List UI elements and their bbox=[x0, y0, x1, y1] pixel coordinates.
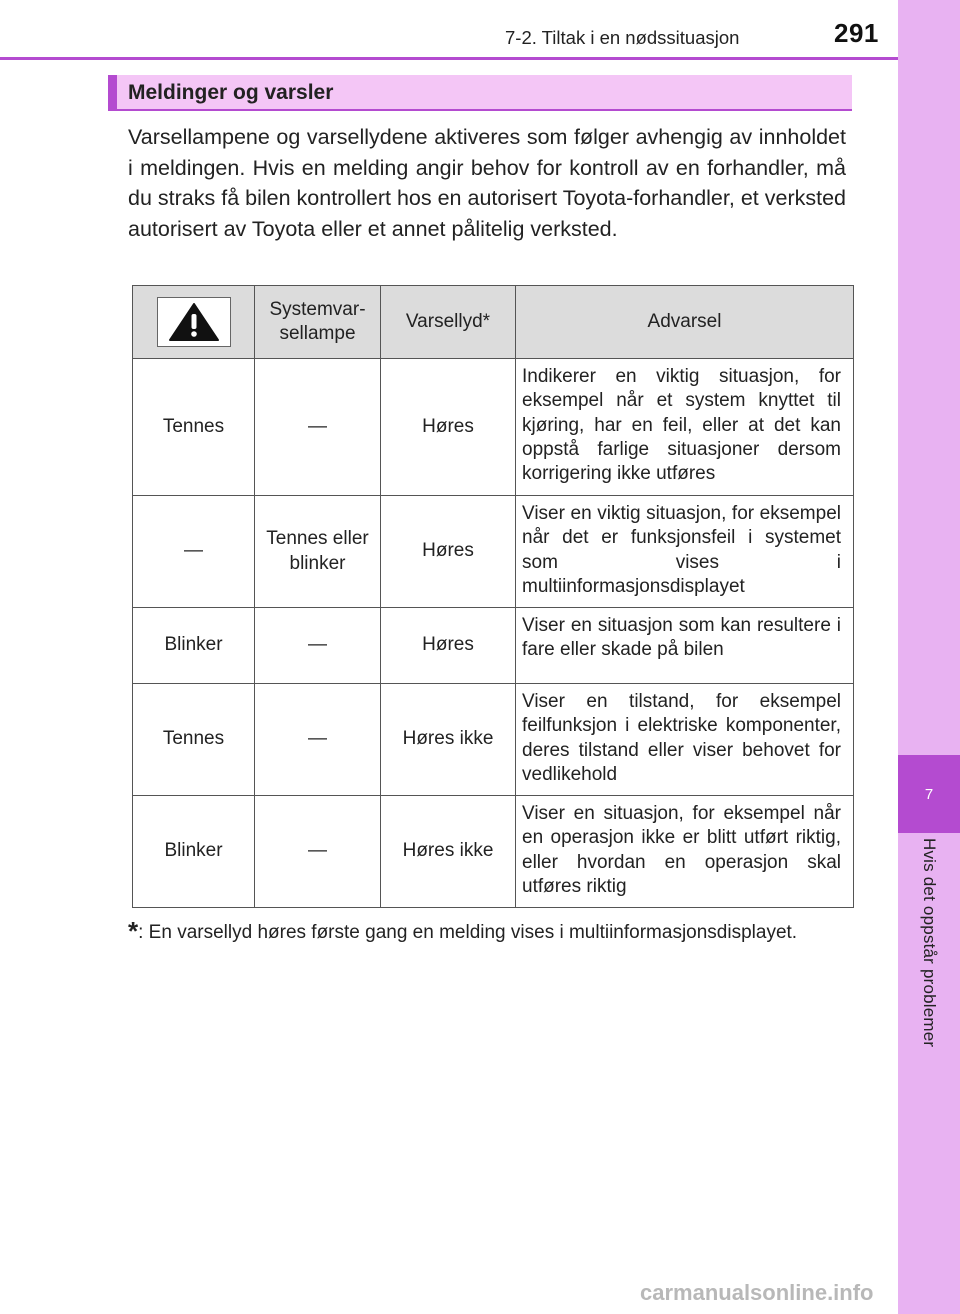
header-icon-cell bbox=[133, 286, 255, 359]
watermark: carmanualsonline.info bbox=[640, 1280, 874, 1305]
cell-system-lamp: — bbox=[255, 684, 381, 796]
intro-paragraph: Varsellampene og varsellydene aktiveres som følger avhengig av innholdet i meldingen. Hvis en melding angir behov for kontroll av en forhandler, må du straks få bilen kontrollert hos en autorisert Toyota-forhandler, et verksted autorisert av Toyota eller et annet pålitelig verksted. bbox=[128, 125, 846, 241]
warning-triangle-icon bbox=[157, 297, 231, 347]
cell-sound: Høres bbox=[381, 608, 516, 684]
cell-icon-lamp: Blinker bbox=[133, 608, 255, 684]
cell-warning: Viser en situasjon, for eksempel når en operasjon ikke er blitt utført riktig, eller hvordan en operasjon skal utføres riktig bbox=[516, 796, 854, 908]
table-row bbox=[133, 796, 854, 908]
cell-sound: Høres bbox=[381, 496, 516, 608]
cell-sound: Høres bbox=[381, 359, 516, 496]
chapter-number: 7 bbox=[898, 755, 960, 833]
chapter-title: Hvis det oppstår problemer bbox=[920, 838, 939, 1048]
header-section-title: 7-2. Tiltak i en nødssituasjon bbox=[505, 27, 740, 48]
footnote-marker: * bbox=[128, 916, 139, 946]
cell-icon-lamp: — bbox=[133, 496, 255, 608]
header-rule bbox=[0, 57, 898, 60]
cell-sound: Høres ikke bbox=[381, 796, 516, 908]
table-row bbox=[133, 684, 854, 796]
cell-system-lamp: — bbox=[255, 608, 381, 684]
warning-table bbox=[132, 285, 854, 908]
cell-icon-lamp: Tennes bbox=[133, 684, 255, 796]
table-row bbox=[133, 496, 854, 608]
cell-icon-lamp: Blinker bbox=[133, 796, 255, 908]
table-header-row bbox=[133, 286, 854, 359]
section-heading: Meldinger og varsler bbox=[128, 81, 334, 104]
footnote-text: : En varsellyd høres første gang en melding vises i multiinformasjonsdisplayet. bbox=[138, 922, 798, 943]
header-sound: Varsellyd* bbox=[381, 286, 516, 359]
cell-system-lamp: — bbox=[255, 796, 381, 908]
page-number: 291 bbox=[834, 18, 879, 48]
cell-sound: Høres ikke bbox=[381, 684, 516, 796]
cell-warning: Viser en tilstand, for eksempel feilfunksjon i elektriske komponenter, deres tilstand eller viser behovet for vedlikehold bbox=[516, 684, 854, 796]
header-system-lamp: Systemvar-sellampe bbox=[255, 286, 381, 359]
table-row bbox=[133, 608, 854, 684]
footnote bbox=[128, 918, 846, 946]
header-warning: Advarsel bbox=[516, 286, 854, 359]
table-row bbox=[133, 359, 854, 496]
cell-warning: Viser en viktig situasjon, for eksempel når det er funksjonsfeil i systemet som vises i multiinformasjonsdisplayet bbox=[516, 496, 854, 608]
chapter-title-vertical bbox=[898, 838, 960, 1098]
section-heading-accent bbox=[108, 75, 117, 109]
cell-warning: Indikerer en viktig situasjon, for eksempel når et system knyttet til kjøring, har en feil, eller at det kan oppstå farlige situasjoner dersom korrigering ikke utføres bbox=[516, 359, 854, 496]
chapter-side-tab bbox=[898, 0, 960, 1314]
cell-system-lamp: Tennes eller blinker bbox=[255, 496, 381, 608]
cell-icon-lamp: Tennes bbox=[133, 359, 255, 496]
cell-system-lamp: — bbox=[255, 359, 381, 496]
cell-warning: Viser en situasjon som kan resultere i fare eller skade på bilen bbox=[516, 608, 854, 684]
section-heading-bar bbox=[108, 75, 852, 111]
